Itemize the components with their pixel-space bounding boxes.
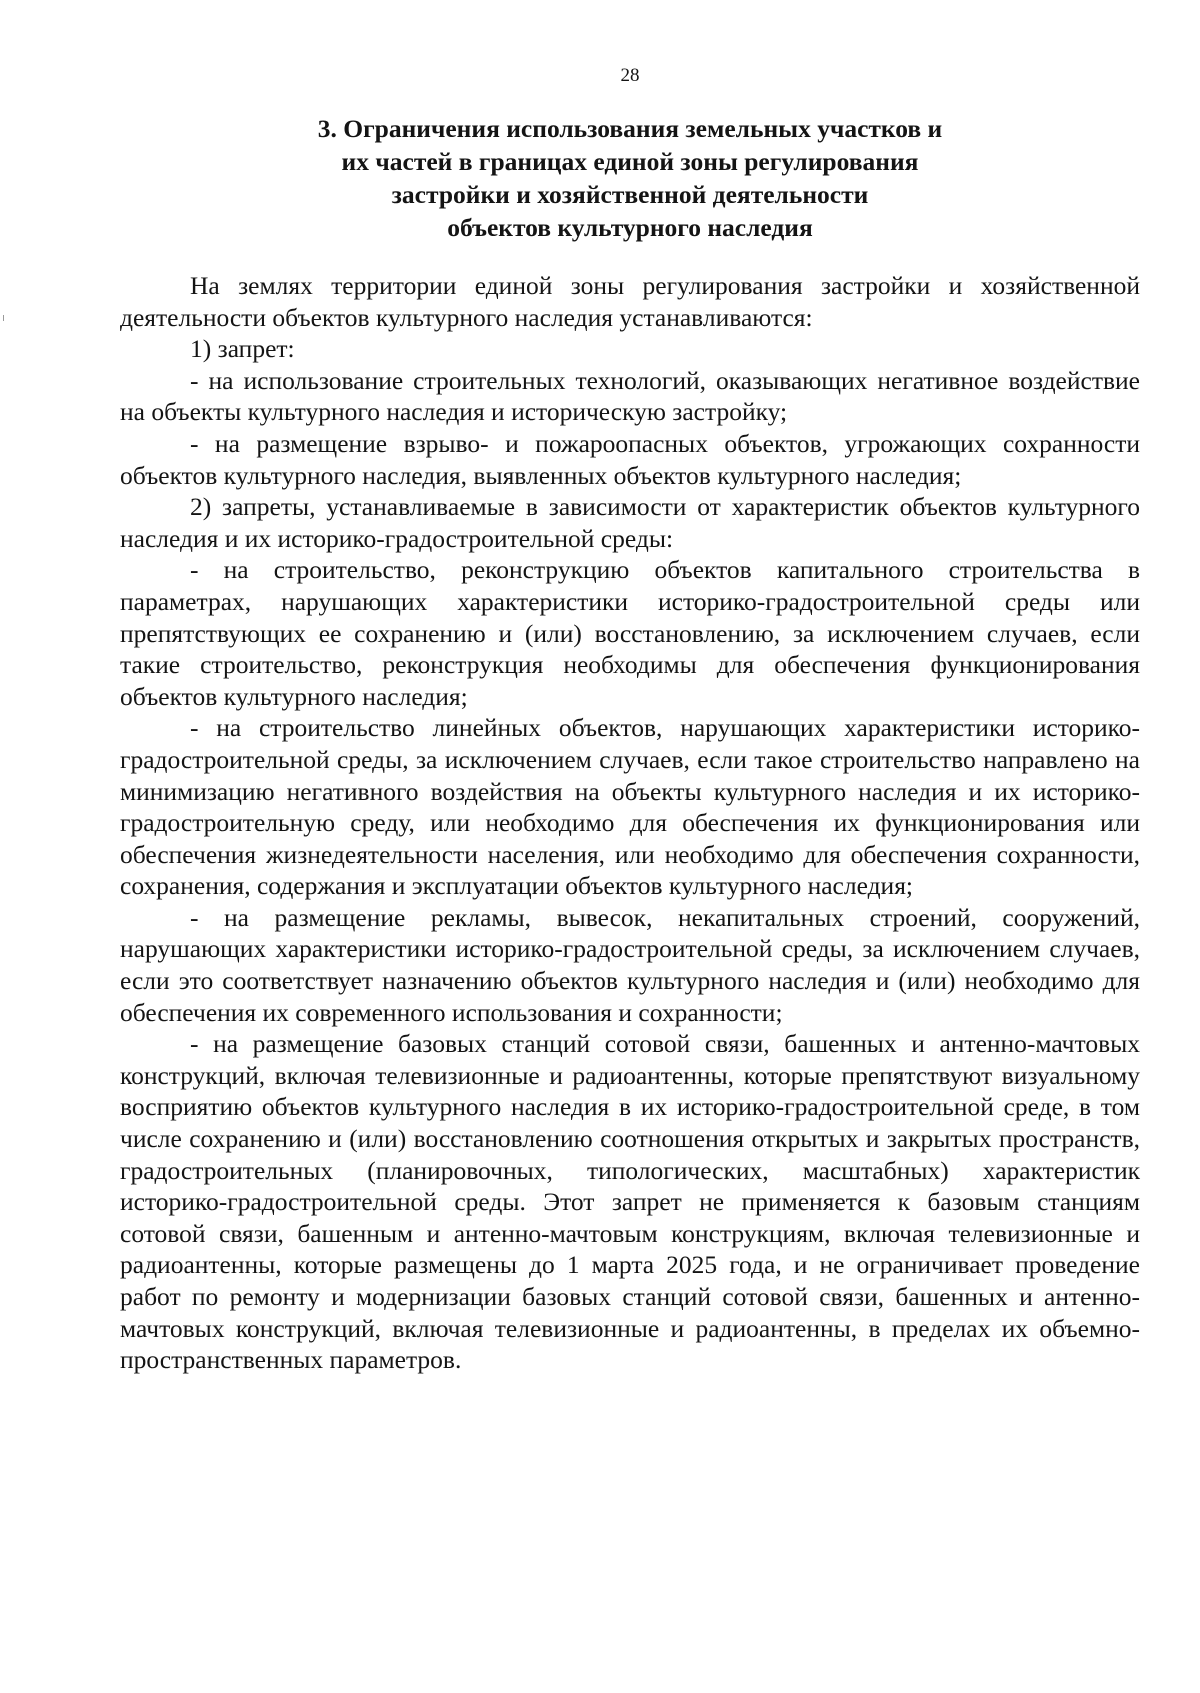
list-subitem-construction-technologies: - на использование строительных технологий, оказывающих негативное воздействие на объекты культурного наследия и историческую застройку; [120, 365, 1140, 427]
list-subitem-linear-objects: - на строительство линейных объектов, нарушающих характеристики историко-градостроительной среды, за исключением случаев, если такое строительство направлено на минимизацию негативного воздействия на объекты культурного наследия и их историко-градостроительную среду, или необходимо для обеспечения их функционирования или обеспечения жизнедеятельности населения, или необходимо для обеспечения сохранности, сохранения, содержания и эксплуатации объектов культурного наследия; [120, 713, 1140, 901]
list-item-prohibitions-2: 2) запреты, устанавливаемые в зависимости от характеристик объектов культурного наследия и их историко-градостроительной среды: [120, 492, 1140, 553]
intro-paragraph: На землях территории единой зоны регулирования застройки и хозяйственной деятельности объектов культурного наследия устанавливаются: [120, 271, 1140, 332]
section-title-line: застройки и хозяйственной деятельности [391, 180, 869, 209]
list-subitem-hazardous-objects: - на размещение взрыво- и пожароопасных объектов, угрожающих сохранности объектов культурного наследия, выявленных объектов культурного наследия; [120, 428, 1140, 490]
document-body [120, 270, 1140, 1376]
scan-edge-mark [3, 315, 4, 321]
section-title [120, 112, 1140, 244]
section-title-line: 3. Ограничения использования земельных участков и [317, 114, 943, 143]
list-item-prohibition-1: 1) запрет: [190, 334, 295, 364]
list-subitem-cellular-stations: - на размещение базовых станций сотовой связи, башенных и антенно-мачтовых конструкций, включая телевизионные и радиоантенны, которые препятствуют визуальному восприятию объектов культурного наследия в их историко-градостроительной среде, в том числе сохранению и (или) восстановлению соотношения открытых и закрытых пространств, градостроительных (планировочных, типологических, масштабных) характеристик историко-градостроительной среды. Этот запрет не применяется к базовым станциям сотовой связи, башенным и антенно-мачтовым конструкциям, включая телевизионные и радиоантенны, которые размещены до 1 марта 2025 года, и не ограничивает проведение работ по ремонту и модернизации базовых станций сотовой связи, башенных и антенно-мачтовых конструкций, включая телевизионные и радиоантенны, в пределах их объемно-пространственных параметров. [120, 1029, 1140, 1375]
section-title-line: их частей в границах единой зоны регулирования [341, 147, 919, 176]
page-number: 28 [620, 65, 640, 86]
list-subitem-advertising: - на размещение рекламы, вывесок, некапитальных строений, сооружений, нарушающих характеристики историко-градостроительной среды, за исключением случаев, если это соответствует назначению объектов культурного наследия и (или) необходимо для обеспечения их современного использования и сохранности; [120, 902, 1140, 1027]
section-title-line: объектов культурного наследия [447, 213, 813, 242]
list-subitem-capital-construction: - на строительство, реконструкцию объектов капитального строительства в параметрах, нарушающих характеристики историко-градостроительной среды или препятствующих ее сохранению и (или) восстановлению, за исключением случаев, если такие строительство, реконструкция необходимы для обеспечения функционирования объектов культурного наследия; [120, 555, 1140, 711]
